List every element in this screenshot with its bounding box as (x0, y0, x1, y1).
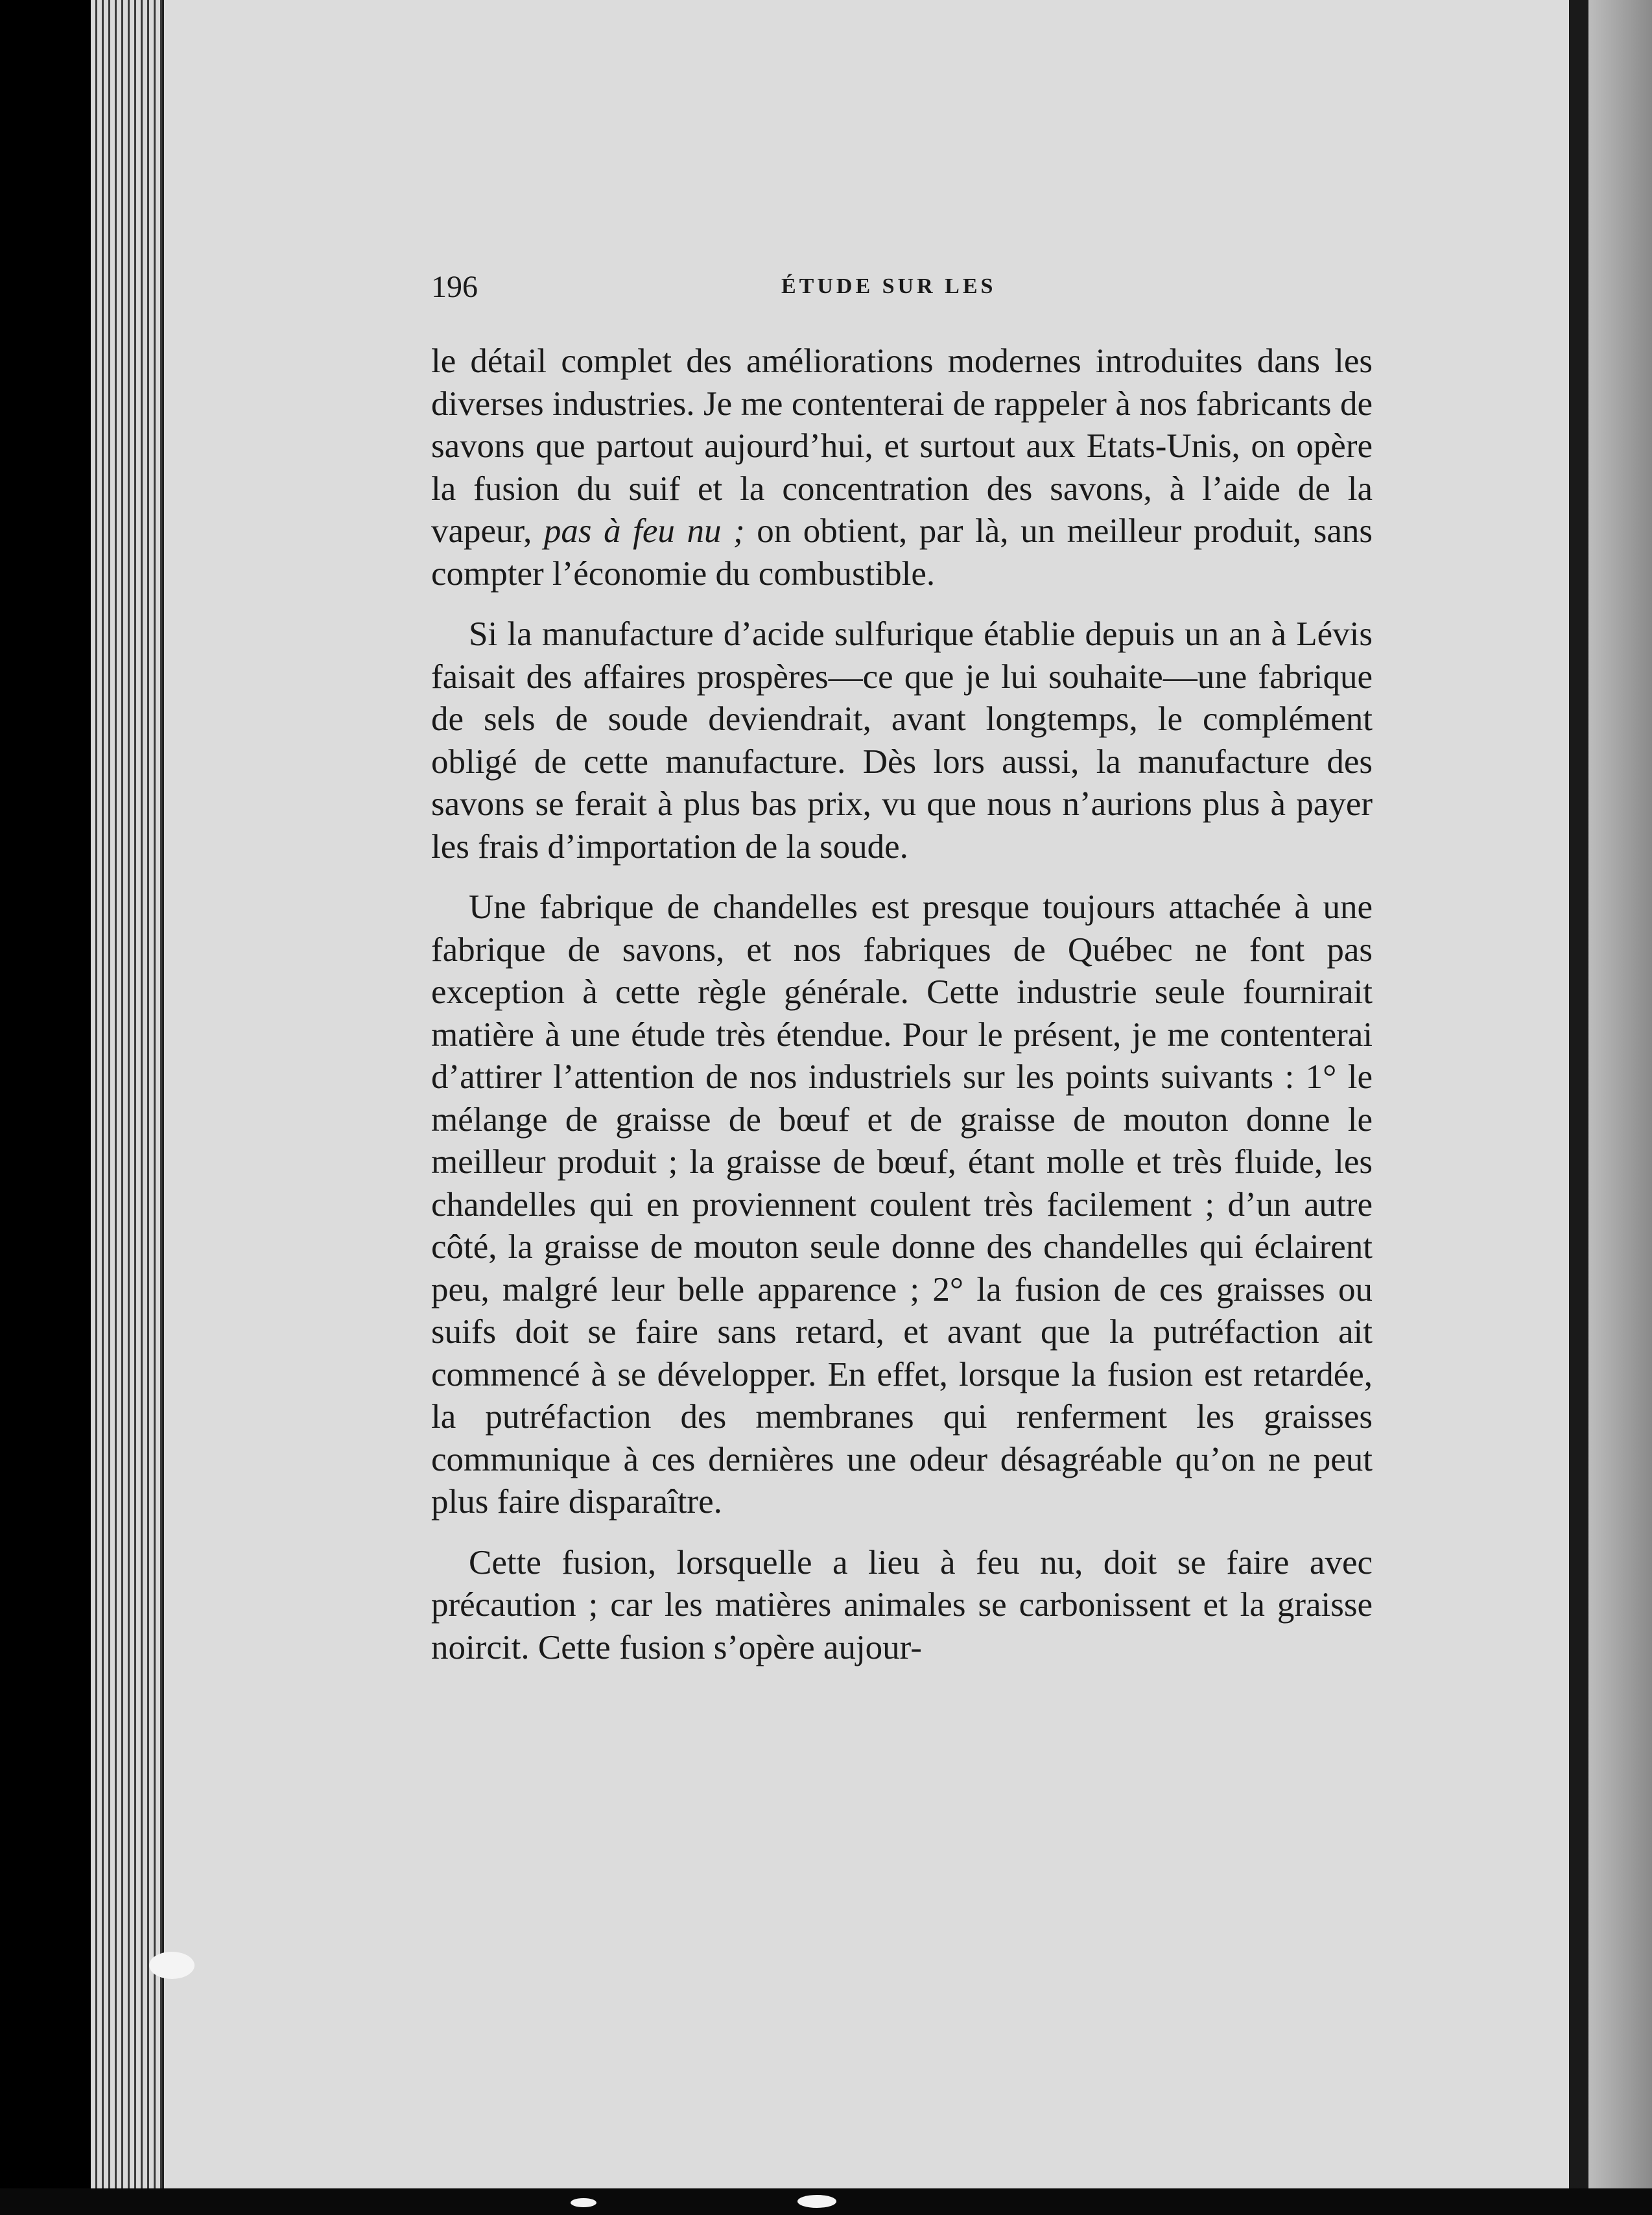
text-run: Une fabrique de chandelles est presque toujours attachée à une fabrique de savons, et nos fabriques de Québec ne font pas exception à cette règle générale. Cette industrie seule fournirait matière à une étude très étendue. Pour le présent, je me contenterai d’attirer l’attention de nos industriels sur les points suivants : 1° le mélange de graisse de bœuf et de graisse de mouton donne le meilleur produit ; la graisse de bœuf, étant molle et très fluide, les chandelles qui en proviennent coulent très facilement ; d’un autre côté, la graisse de mouton seule donne des chandelles qui éclairent peu, malgré leur belle apparence ; 2° la fusion de ces graisses ou suifs doit se faire sans retard, et avant que la putréfaction ait commencé à se développer. En effet, lorsque la fusion est retardée, la putréfaction des membranes qui renferment les graisses communique à ces dernières une odeur désagréable qu’on ne peut plus faire disparaître. (431, 888, 1373, 1521)
text-run: Si la manufacture d’acide sulfurique établie depuis un an à Lévis faisait des affaires prospères—ce que je lui souhaite—une fabrique de sels de soude deviendrait, avant longtemps, le complément obligé de cette manufacture. Dès lors aussi, la manufacture des savons se ferait à plus bas prix, vu que nous n’aurions plus à payer les frais d’importation de la soude. (431, 615, 1373, 866)
paragraph (431, 613, 1373, 868)
italic-phrase: pas à feu nu ; (543, 512, 745, 550)
binding-gutter (1569, 0, 1588, 2198)
dust-speck (149, 1952, 195, 1979)
text-run: Cette fusion, lorsquelle a lieu à feu nu, doit se faire avec précaution ; car les matières animales se carbonissent et la graisse noircit. Cette fusion s’opère aujour- (431, 1543, 1373, 1666)
paragraph (431, 886, 1373, 1524)
text-run: le détail complet des améliorations modernes introduites dans les diverses industries. Je me contenterai de rappeler à nos fabricants de savons que partout aujourd’hui, et surtout aux Etats-Unis, on opère la fusion du suif et la concentration des savons, à l’aide de la vapeur, (431, 342, 1373, 550)
body-text (431, 340, 1373, 1669)
running-head (431, 269, 1378, 308)
text-run: on obtient, par là, un meilleur produit, sans compter l’économie du combustible. (431, 512, 1373, 593)
paragraph (431, 1542, 1373, 1670)
facing-page-edge (1588, 0, 1652, 2198)
running-title: ÉTUDE SUR LES (781, 274, 997, 298)
dust-speck (571, 2198, 596, 2207)
paragraph (431, 340, 1373, 595)
page-number: 196 (431, 270, 478, 304)
dust-speck (797, 2195, 836, 2208)
